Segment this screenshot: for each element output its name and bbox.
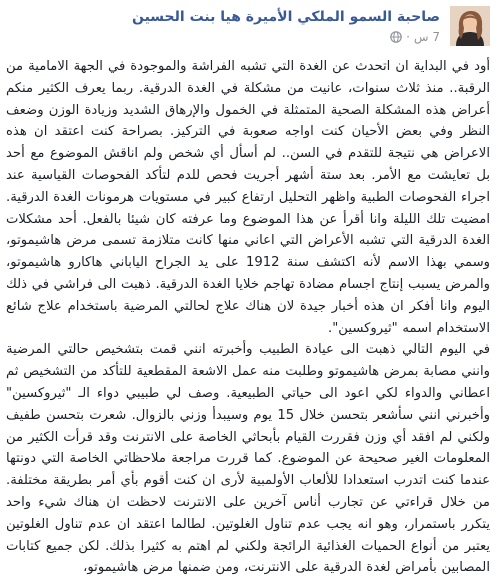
post-body (6, 56, 490, 579)
profile-photo-icon (450, 6, 490, 46)
post-author-name[interactable]: صاحبة السمو الملكي الأميرة هيا بنت الحسين (131, 9, 440, 25)
globe-icon[interactable] (390, 31, 402, 43)
post-timestamp[interactable]: 7 س (413, 30, 440, 44)
post-meta (390, 30, 440, 44)
post-paragraph: في اليوم التالي ذهبت الى عيادة الطبيب وأخبرته انني قمت بتشخيص حالتي المرضية وانني مصابة بمرض هاشيموتو وطلبت منه عمل الاشعة المقطعية للتأكد من التشخيص ثم اعطاني والدواء لكي اعود الى حياتي الطبيعية. وصف لي طبيبي دواء الـ "ثيروكسين" وأخبرني انني سأشعر بتحسن خلال 15 يوم وسيبدأ وزني بالزوال. شعرت بتحسن طفيف ولكني لم افقد أي وزن فقررت القيام بأبحاثي الخاصة على الانترنت وقد قرأت الكثير من المعلومات الغير صحيحة عن الموضوع. كما قررت مراجعة ملاحظاتي الخاصة التي دونتها عندما كنت اتدرب استعدادا للألعاب الأولمبية لأرى ان كنت أقوم بأي أمر بطريقة مختلفة. من خلال قراءتي عن تجارب أناس آخرين على الانترنت لاحظت ان هناك شيء واحد يتكرر باستمرار، وهو انه يجب عدم تناول الغلوتين. لطالما اعتقد ان عدم تناول الغلوتين يعتبر من أنواع الحميات الغذائية الرائجة ولكني لم اهتم به كثيرا بذلك. لكن جميع كتابات المصابين بأمراض لغدة الدرقية على الانترنت، ومن ضمنها مرض هاشيموتو، (6, 342, 490, 576)
post-paragraph: أود في البداية ان اتحدث عن الغدة التي تشبه الفراشة والموجودة في الجهة الامامية من الرقبة.. منذ ثلاث سنوات، عانيت من مشكلة في الغدة الدرقية. ربما يعرف الكثير منكم أعراض هذه المشكلة الصحية المتمثلة في الخمول والإرهاق الشديد وزيادة الوزن وضعف النظر وفي بعض الأحيان كنت اواجه صعوبة في التركيز. بصراحة كنت اعتقد ان هذه الاعراض هي نتيجة للتقدم في السن.. لم أسأل أي شخص ولم اناقش الموضوع مع أحد بل تعايشت مع الأمر. بعد ستة أشهر أجريت فحص للدم لتأكد الفحوصات القياسية عند اجراء الفحوصات الطبية واظهر التحليل ارتفاع كبير في مستويات هرمونات الغدة الدرقية. امضيت تلك الليلة وانا أقرأ عن هذا الموضوع وما عرفته كان شيئا بالفعل. أحد مشكلات الغدة الدرقية التي تشبه الأعراض التي اعاني منها كانت متلازمة تسمى مرض هاشيموتو، وسمي بهذا الاسم لأنه اكتشف سنة 1912 على يد الجراح الياباني هاكارو هاشيموتو، والمرض يسبب إنتاج اجسام مضادة تهاجم خلايا الغدة الدرقية. ذهبت الى فراشي في ذلك اليوم وانا أفكر ان هذه أخبار جيدة لان هناك علاج لحالتي المرضية باستخدام علاج شائع الاستخدام اسمه "ثيروكسين". (6, 59, 490, 336)
meta-separator: · (406, 30, 410, 44)
avatar[interactable] (450, 6, 490, 46)
post-header (8, 6, 490, 50)
